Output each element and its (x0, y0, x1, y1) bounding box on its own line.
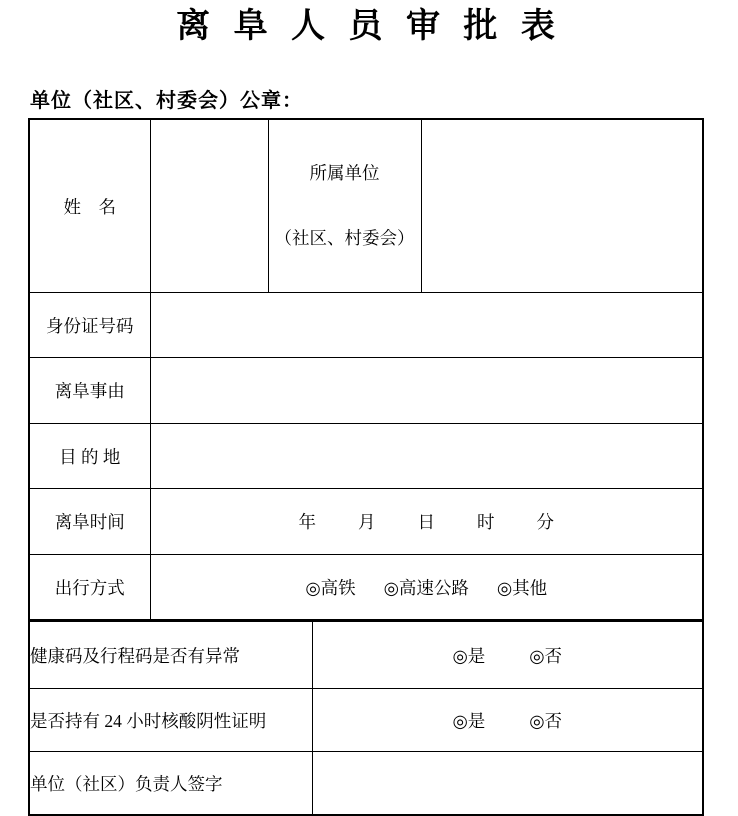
id-number-input-cell[interactable] (150, 293, 703, 358)
nucleic-acid-options-cell (312, 689, 703, 752)
nucleic-acid-label: 是否持有 24 小时核酸阴性证明 (29, 689, 312, 752)
row-destination (29, 424, 703, 489)
row-reason (29, 358, 703, 424)
time-unit-hour: 时 (477, 512, 495, 532)
health-code-label: 健康码及行程码是否有异常 (29, 621, 312, 689)
approval-form-table (28, 118, 704, 816)
signature-label: 单位（社区）负责人签字 (29, 752, 312, 816)
unit-label-line1: 所属单位 (309, 163, 380, 183)
reason-input-cell[interactable] (150, 358, 703, 424)
time-unit-day: 日 (417, 512, 435, 532)
row-departure-time (29, 489, 703, 555)
transport-option-high-speed-rail[interactable]: ◎高铁 (305, 577, 356, 598)
time-unit-month: 月 (358, 512, 376, 532)
name-input-cell[interactable] (150, 119, 268, 293)
departure-time-input-cell[interactable] (150, 489, 703, 555)
health-code-option-yes[interactable]: ◎是 (452, 645, 486, 666)
health-code-option-no[interactable]: ◎否 (529, 645, 563, 666)
departure-time-label: 离阜时间 (29, 489, 150, 555)
nucleic-acid-option-no[interactable]: ◎否 (529, 710, 563, 731)
page-title: 离 阜 人 员 审 批 表 (176, 7, 562, 45)
transport-option-highway[interactable]: ◎高速公路 (383, 577, 469, 598)
row-nucleic-acid (29, 689, 703, 752)
destination-label: 目 的 地 (29, 424, 150, 489)
row-health-code (29, 621, 703, 689)
transport-label: 出行方式 (29, 555, 150, 621)
seal-stamp-label: 单位（社区、村委会）公章： (30, 90, 303, 112)
reason-label: 离阜事由 (29, 358, 150, 424)
row-transport (29, 555, 703, 621)
transport-options-cell (150, 555, 703, 621)
time-unit-year: 年 (298, 512, 316, 532)
name-label: 姓 名 (29, 119, 150, 293)
health-code-options-cell (312, 621, 703, 689)
row-name-unit (29, 119, 703, 293)
id-number-label: 身份证号码 (29, 293, 150, 358)
signature-input-cell[interactable] (312, 752, 703, 816)
destination-input-cell[interactable] (150, 424, 703, 489)
unit-label-line2: （社区、村委会） (274, 228, 415, 248)
row-id-number (29, 293, 703, 358)
unit-input-cell[interactable] (421, 119, 703, 293)
transport-option-other[interactable]: ◎其他 (496, 577, 548, 598)
nucleic-acid-option-yes[interactable]: ◎是 (452, 710, 486, 731)
unit-label (268, 119, 421, 293)
time-unit-minute: 分 (536, 512, 554, 532)
row-signature (29, 752, 703, 816)
